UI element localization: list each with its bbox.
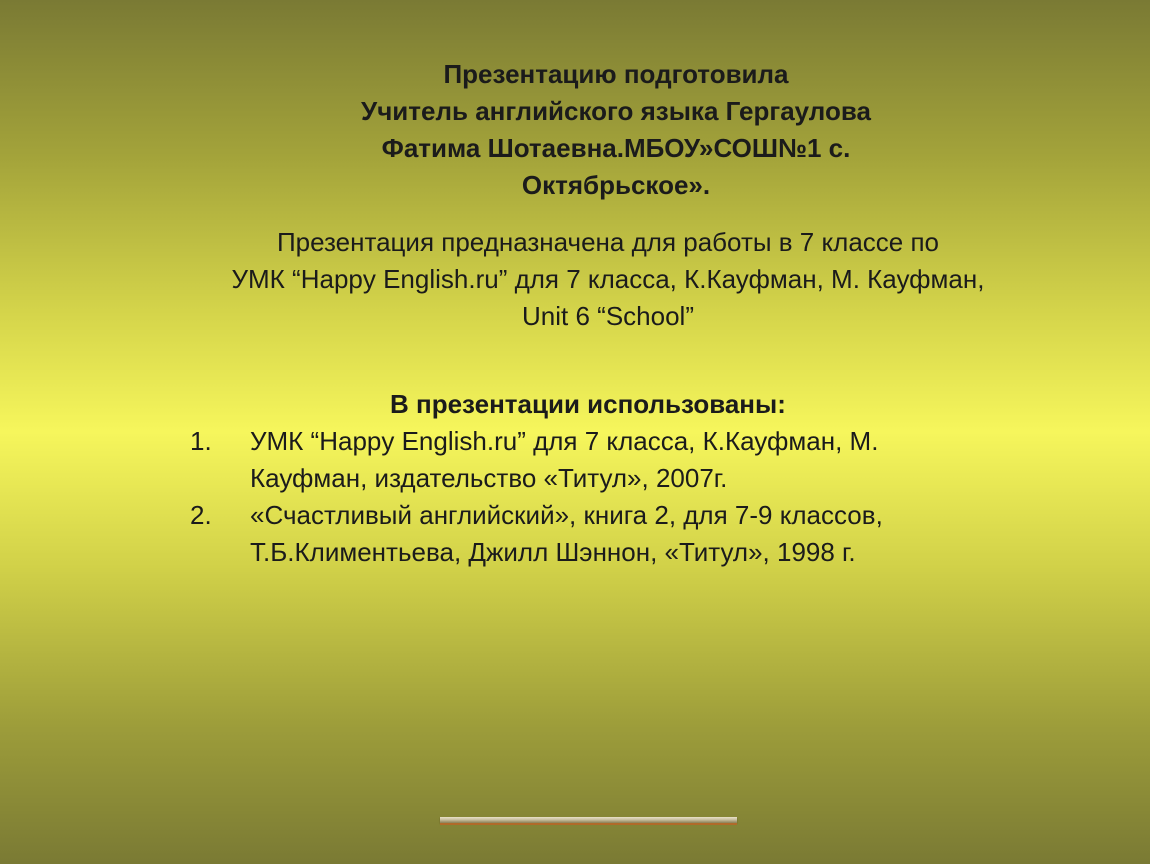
purpose-line-3: Unit 6 “School”	[522, 301, 694, 331]
title-line-3: Фатима Шотаевна.МБОУ»СОШ№1 с.	[381, 133, 851, 163]
source-line: Кауфман, издательство «Титул», 2007г.	[250, 463, 728, 493]
purpose-line-2: УМК “Happy English.ru” для 7 класса, К.Кауфман, М. Кауфман,	[231, 264, 985, 294]
sources-heading: В презентации использованы:	[390, 389, 786, 419]
source-number: 2.	[190, 500, 212, 530]
purpose-line-1: Презентация предназначена для работы в 7 классе по	[276, 227, 940, 257]
source-line: «Счастливый английский», книга 2, для 7-9 классов,	[250, 500, 883, 530]
sources-list	[190, 423, 1050, 571]
source-item	[190, 497, 1050, 571]
source-number: 1.	[190, 426, 212, 456]
source-item	[190, 423, 1050, 497]
author-title	[0, 56, 1150, 204]
decorative-bar	[440, 817, 737, 823]
title-line-4: Октябрьское».	[521, 170, 711, 200]
source-line: УМК “Happy English.ru” для 7 класса, К.Кауфман, М.	[250, 426, 879, 456]
title-line-2: Учитель английского языка Гергаулова	[361, 96, 871, 126]
source-line: Т.Б.Климентьева, Джилл Шэннон, «Титул», 1998 г.	[250, 537, 856, 567]
purpose-text	[0, 224, 1150, 335]
title-line-1: Презентацию подготовила	[443, 59, 789, 89]
